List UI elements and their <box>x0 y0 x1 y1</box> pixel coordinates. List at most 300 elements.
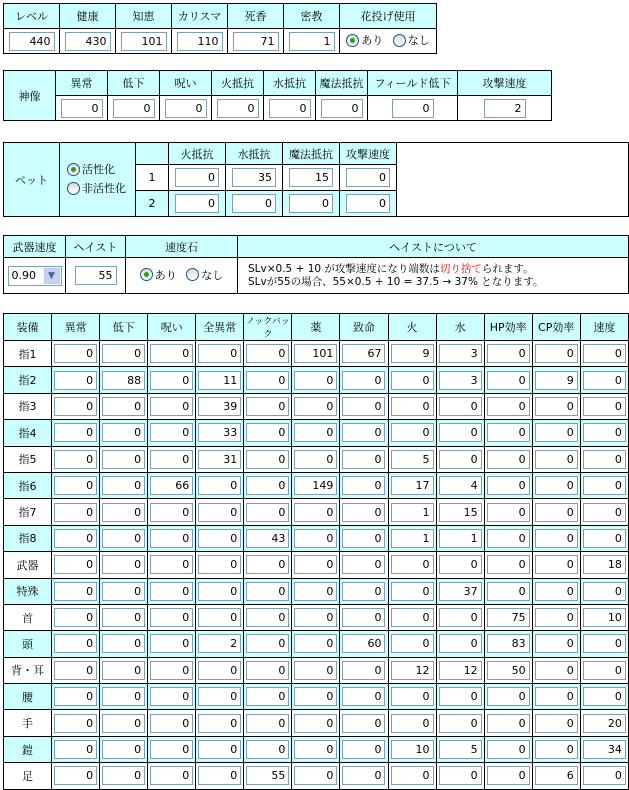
equip-slot-label: 指2 <box>4 367 52 393</box>
table-row <box>4 604 629 630</box>
equip-curse-input[interactable]: 0 <box>150 397 193 416</box>
equip-critical-input[interactable]: 0 <box>342 476 385 495</box>
equip-decrease-input[interactable]: 0 <box>102 450 145 469</box>
equip-fire-input[interactable]: 0 <box>391 714 434 733</box>
equip-knockback-input[interactable]: 0 <box>246 634 289 653</box>
statue-header-attack-speed: 攻撃速度 <box>458 71 552 96</box>
equip-hp-efficiency-input[interactable]: 0 <box>487 503 530 522</box>
equip-potion-input[interactable]: 0 <box>294 714 337 733</box>
equip-knockback-input[interactable]: 0 <box>246 371 289 390</box>
equip-water-input[interactable]: 0 <box>439 608 482 627</box>
equip-fire-input[interactable]: 0 <box>391 634 434 653</box>
equip-speed-input[interactable]: 20 <box>583 714 626 733</box>
pet1-attack-speed-input[interactable]: 0 <box>346 168 390 187</box>
equip-critical-input[interactable]: 0 <box>342 740 385 759</box>
equip-header-critical: 致命 <box>340 314 388 341</box>
radio-unchecked-icon <box>67 182 80 195</box>
statue-decrease-input[interactable]: 0 <box>113 99 155 118</box>
equip-speed-input[interactable]: 0 <box>583 634 626 653</box>
equip-speed-input[interactable]: 0 <box>583 661 626 680</box>
equip-all-ailment-input[interactable]: 0 <box>198 503 241 522</box>
equip-all-ailment-input[interactable]: 0 <box>198 529 241 548</box>
statue-table <box>3 70 552 121</box>
table-row <box>4 578 629 604</box>
equip-fire-input[interactable]: 17 <box>391 476 434 495</box>
pet-header-fire-res: 火抵抗 <box>169 143 226 165</box>
header-level: レベル <box>4 4 60 29</box>
equip-all-ailment-input[interactable]: 11 <box>198 371 241 390</box>
equip-speed-input[interactable]: 10 <box>583 608 626 627</box>
pet-header-magic-res: 魔法抵抗 <box>283 143 340 165</box>
equip-slot-label: 武器 <box>4 552 52 578</box>
equip-water-input[interactable]: 0 <box>439 634 482 653</box>
equip-hp-efficiency-input[interactable]: 0 <box>487 344 530 363</box>
equip-knockback-input[interactable]: 0 <box>246 687 289 706</box>
equip-curse-input[interactable]: 0 <box>150 371 193 390</box>
equip-ailment-input[interactable]: 0 <box>54 661 97 680</box>
equip-water-input[interactable]: 5 <box>439 740 482 759</box>
equip-curse-input[interactable]: 66 <box>150 476 193 495</box>
equip-water-input[interactable]: 3 <box>439 371 482 390</box>
speed-stone-no-radio[interactable]: なし <box>186 267 223 283</box>
equip-all-ailment-input[interactable]: 39 <box>198 397 241 416</box>
equip-header-potion: 薬 <box>292 314 340 341</box>
equip-curse-input[interactable]: 0 <box>150 344 193 363</box>
table-row <box>4 552 629 578</box>
table-row <box>4 657 629 683</box>
pet2-fire-res-input[interactable]: 0 <box>175 194 219 213</box>
death-scent-input[interactable]: 71 <box>233 32 279 51</box>
equip-critical-input[interactable]: 0 <box>342 423 385 442</box>
pet1-magic-res-input[interactable]: 15 <box>289 168 333 187</box>
equip-hp-efficiency-input[interactable]: 0 <box>487 529 530 548</box>
equip-water-input[interactable]: 0 <box>439 397 482 416</box>
equip-speed-input[interactable]: 0 <box>583 529 626 548</box>
equip-ailment-input[interactable]: 0 <box>54 714 97 733</box>
equip-water-input[interactable]: 12 <box>439 661 482 680</box>
equip-all-ailment-input[interactable]: 0 <box>198 687 241 706</box>
equip-all-ailment-input[interactable]: 0 <box>198 608 241 627</box>
equip-cp-efficiency-input[interactable]: 0 <box>535 503 578 522</box>
equip-decrease-input[interactable]: 0 <box>102 397 145 416</box>
equip-fire-input[interactable]: 5 <box>391 450 434 469</box>
equip-ailment-input[interactable]: 0 <box>54 344 97 363</box>
equip-slot-label: 指6 <box>4 472 52 498</box>
health-input[interactable]: 430 <box>65 32 111 51</box>
equip-speed-input[interactable]: 0 <box>583 344 626 363</box>
equip-all-ailment-input[interactable]: 0 <box>198 582 241 601</box>
equip-slot-label: 指3 <box>4 393 52 419</box>
equip-critical-input[interactable]: 0 <box>342 555 385 574</box>
equip-water-input[interactable]: 0 <box>439 714 482 733</box>
equip-potion-input[interactable]: 0 <box>294 766 337 785</box>
pet2-magic-res-input[interactable]: 0 <box>289 194 333 213</box>
equip-header-decrease: 低下 <box>100 314 148 341</box>
equip-water-input[interactable]: 3 <box>439 344 482 363</box>
equip-fire-input[interactable]: 0 <box>391 582 434 601</box>
equip-ailment-input[interactable]: 0 <box>54 582 97 601</box>
equip-hp-efficiency-input[interactable]: 0 <box>487 714 530 733</box>
equip-water-input[interactable]: 0 <box>439 555 482 574</box>
equip-ailment-input[interactable]: 0 <box>54 423 97 442</box>
equip-slot-label: 手 <box>4 710 52 736</box>
equip-curse-input[interactable]: 0 <box>150 423 193 442</box>
pet-inactive-radio[interactable]: 非活性化 <box>67 180 126 196</box>
equip-cp-efficiency-input[interactable]: 0 <box>535 450 578 469</box>
equip-water-input[interactable]: 0 <box>439 423 482 442</box>
equip-curse-input[interactable]: 0 <box>150 529 193 548</box>
equip-ailment-input[interactable]: 0 <box>54 555 97 574</box>
equip-potion-input[interactable]: 0 <box>294 529 337 548</box>
flower-yes-radio[interactable]: あり <box>346 32 383 48</box>
equip-potion-input[interactable]: 0 <box>294 371 337 390</box>
weapon-speed-select[interactable]: 0.90 ▼ <box>8 266 62 286</box>
pet2-attack-speed-input[interactable]: 0 <box>346 194 390 213</box>
equip-critical-input[interactable]: 0 <box>342 766 385 785</box>
equip-slot-label: 背・耳 <box>4 657 52 683</box>
equip-decrease-input[interactable]: 88 <box>102 371 145 390</box>
statue-header-field-decrease: フィールド低下 <box>368 71 458 96</box>
equip-fire-input[interactable]: 0 <box>391 397 434 416</box>
equip-decrease-input[interactable]: 0 <box>102 714 145 733</box>
statue-magic-res-input[interactable]: 0 <box>321 99 363 118</box>
equip-all-ailment-input[interactable]: 0 <box>198 714 241 733</box>
equip-ailment-input[interactable]: 0 <box>54 503 97 522</box>
table-row <box>4 631 629 657</box>
equip-header-cp-efficiency: CP効率 <box>532 314 580 341</box>
equip-fire-input[interactable]: 0 <box>391 555 434 574</box>
equip-curse-input[interactable]: 0 <box>150 714 193 733</box>
equip-water-input[interactable]: 0 <box>439 687 482 706</box>
equip-critical-input[interactable]: 0 <box>342 582 385 601</box>
equip-fire-input[interactable]: 1 <box>391 529 434 548</box>
equip-decrease-input[interactable]: 0 <box>102 634 145 653</box>
equip-water-input[interactable]: 1 <box>439 529 482 548</box>
equip-potion-input[interactable]: 0 <box>294 555 337 574</box>
equip-curse-input[interactable]: 0 <box>150 634 193 653</box>
equip-header-fire: 火 <box>388 314 436 341</box>
equip-all-ailment-input[interactable]: 31 <box>198 450 241 469</box>
equip-slot-label: 指7 <box>4 499 52 525</box>
equip-all-ailment-input[interactable]: 0 <box>198 555 241 574</box>
equip-knockback-input[interactable]: 0 <box>246 397 289 416</box>
statue-header-curse: 呪い <box>160 71 212 96</box>
equip-potion-input[interactable]: 101 <box>294 344 337 363</box>
charisma-input[interactable]: 110 <box>177 32 223 51</box>
equip-hp-efficiency-input[interactable]: 0 <box>487 555 530 574</box>
equip-ailment-input[interactable]: 0 <box>54 371 97 390</box>
equip-critical-input[interactable]: 60 <box>342 634 385 653</box>
equip-ailment-input[interactable]: 0 <box>54 766 97 785</box>
equip-curse-input[interactable]: 0 <box>150 740 193 759</box>
statue-header-magic-res: 魔法抵抗 <box>316 71 368 96</box>
equip-critical-input[interactable]: 0 <box>342 529 385 548</box>
equip-critical-input[interactable]: 0 <box>342 608 385 627</box>
equip-header-curse: 呪い <box>148 314 196 341</box>
equip-cp-efficiency-input[interactable]: 0 <box>535 634 578 653</box>
pet-header-water-res: 水抵抗 <box>226 143 283 165</box>
equip-all-ailment-input[interactable]: 33 <box>198 423 241 442</box>
equip-ailment-input[interactable]: 0 <box>54 529 97 548</box>
equip-speed-input[interactable]: 0 <box>583 423 626 442</box>
statue-curse-input[interactable]: 0 <box>165 99 207 118</box>
equip-knockback-input[interactable]: 0 <box>246 423 289 442</box>
equip-fire-input[interactable]: 12 <box>391 661 434 680</box>
pet-row-2-id: 2 <box>136 191 169 217</box>
equip-speed-input[interactable]: 0 <box>583 687 626 706</box>
equip-decrease-input[interactable]: 0 <box>102 740 145 759</box>
equip-curse-input[interactable]: 0 <box>150 608 193 627</box>
equip-decrease-input[interactable]: 0 <box>102 529 145 548</box>
equip-all-ailment-input[interactable]: 0 <box>198 740 241 759</box>
equip-header-speed: 速度 <box>580 314 628 341</box>
equip-hp-efficiency-input[interactable]: 0 <box>487 397 530 416</box>
equip-knockback-input[interactable]: 0 <box>246 608 289 627</box>
equip-curse-input[interactable]: 0 <box>150 503 193 522</box>
equip-decrease-input[interactable]: 0 <box>102 476 145 495</box>
equip-speed-input[interactable]: 0 <box>583 766 626 785</box>
table-row <box>4 341 629 367</box>
equip-decrease-input[interactable]: 0 <box>102 503 145 522</box>
table-row <box>4 367 629 393</box>
equip-knockback-input[interactable]: 0 <box>246 582 289 601</box>
equip-speed-input[interactable]: 0 <box>583 371 626 390</box>
equip-speed-input[interactable]: 0 <box>583 450 626 469</box>
equip-cp-efficiency-input[interactable]: 0 <box>535 740 578 759</box>
equip-potion-input[interactable]: 0 <box>294 634 337 653</box>
equip-header-ailment: 異常 <box>52 314 100 341</box>
equip-ailment-input[interactable]: 0 <box>54 397 97 416</box>
equip-fire-input[interactable]: 1 <box>391 503 434 522</box>
table-row <box>4 499 629 525</box>
equip-all-ailment-input[interactable]: 0 <box>198 476 241 495</box>
equip-speed-input[interactable]: 0 <box>583 582 626 601</box>
statue-attack-speed-input[interactable]: 2 <box>484 99 526 118</box>
truncate-highlight: 切り捨て <box>439 262 482 275</box>
equip-hp-efficiency-input[interactable]: 0 <box>487 582 530 601</box>
table-row <box>4 393 629 419</box>
equip-critical-input[interactable]: 0 <box>342 687 385 706</box>
equip-fire-input[interactable]: 9 <box>391 344 434 363</box>
header-esoteric: 密教 <box>284 4 340 29</box>
equip-ailment-input[interactable]: 0 <box>54 687 97 706</box>
equip-water-input[interactable]: 15 <box>439 503 482 522</box>
header-charisma: カリスマ <box>172 4 228 29</box>
equip-cp-efficiency-input[interactable]: 9 <box>535 371 578 390</box>
esoteric-input[interactable]: 1 <box>289 32 335 51</box>
equip-ailment-input[interactable]: 0 <box>54 608 97 627</box>
equip-ailment-input[interactable]: 0 <box>54 450 97 469</box>
equip-slot-label: 指1 <box>4 341 52 367</box>
equip-potion-input[interactable]: 0 <box>294 608 337 627</box>
equip-knockback-input[interactable]: 0 <box>246 661 289 680</box>
equip-all-ailment-input[interactable]: 0 <box>198 766 241 785</box>
equip-slot-label: 首 <box>4 604 52 630</box>
radio-checked-icon <box>67 163 80 176</box>
pet2-water-res-input[interactable]: 0 <box>232 194 276 213</box>
equip-ailment-input[interactable]: 0 <box>54 476 97 495</box>
equip-decrease-input[interactable]: 0 <box>102 582 145 601</box>
equip-cp-efficiency-input[interactable]: 0 <box>535 687 578 706</box>
level-input[interactable]: 440 <box>9 32 55 51</box>
table-row <box>4 420 629 446</box>
table-row <box>4 763 629 789</box>
equip-fire-input[interactable]: 10 <box>391 740 434 759</box>
equip-knockback-input[interactable]: 0 <box>246 476 289 495</box>
equip-potion-input[interactable]: 0 <box>294 582 337 601</box>
equip-speed-input[interactable]: 34 <box>583 740 626 759</box>
equip-fire-input[interactable]: 0 <box>391 423 434 442</box>
flower-no-radio[interactable]: なし <box>393 32 430 48</box>
header-speed-stone: 速度石 <box>126 236 238 258</box>
equip-water-input[interactable]: 0 <box>439 766 482 785</box>
equip-decrease-input[interactable]: 0 <box>102 344 145 363</box>
equip-critical-input[interactable]: 67 <box>342 344 385 363</box>
equip-slot-label: 腰 <box>4 684 52 710</box>
equip-speed-input[interactable]: 0 <box>583 476 626 495</box>
equip-cp-efficiency-input[interactable]: 0 <box>535 555 578 574</box>
statue-water-res-input[interactable]: 0 <box>269 99 311 118</box>
equip-ailment-input[interactable]: 0 <box>54 634 97 653</box>
table-row <box>4 710 629 736</box>
table-row <box>4 525 629 551</box>
equip-curse-input[interactable]: 0 <box>150 555 193 574</box>
equip-speed-input[interactable]: 0 <box>583 397 626 416</box>
equip-hp-efficiency-input[interactable]: 83 <box>487 634 530 653</box>
equip-knockback-input[interactable]: 0 <box>246 503 289 522</box>
equip-speed-input[interactable]: 0 <box>583 503 626 522</box>
equip-knockback-input[interactable]: 55 <box>246 766 289 785</box>
stats-table <box>3 3 437 54</box>
equip-header-water: 水 <box>436 314 484 341</box>
equip-knockback-input[interactable]: 0 <box>246 555 289 574</box>
pet1-fire-res-input[interactable]: 0 <box>175 168 219 187</box>
equip-potion-input[interactable]: 0 <box>294 397 337 416</box>
equip-hp-efficiency-input[interactable]: 0 <box>487 687 530 706</box>
equip-hp-efficiency-input[interactable]: 50 <box>487 661 530 680</box>
statue-label: 神像 <box>4 71 56 121</box>
equip-potion-input[interactable]: 0 <box>294 450 337 469</box>
equip-cp-efficiency-input[interactable]: 0 <box>535 661 578 680</box>
equip-decrease-input[interactable]: 0 <box>102 555 145 574</box>
header-health: 健康 <box>60 4 116 29</box>
equip-curse-input[interactable]: 0 <box>150 661 193 680</box>
pet-row-1-id: 1 <box>136 165 169 191</box>
equip-potion-input[interactable]: 149 <box>294 476 337 495</box>
statue-ailment-input[interactable]: 0 <box>61 99 103 118</box>
equip-decrease-input[interactable]: 0 <box>102 608 145 627</box>
equip-knockback-input[interactable]: 0 <box>246 344 289 363</box>
equip-water-input[interactable]: 0 <box>439 450 482 469</box>
equip-hp-efficiency-input[interactable]: 75 <box>487 608 530 627</box>
table-row <box>4 472 629 498</box>
equip-curse-input[interactable]: 0 <box>150 582 193 601</box>
equip-decrease-input[interactable]: 0 <box>102 661 145 680</box>
equip-cp-efficiency-input[interactable]: 0 <box>535 423 578 442</box>
equip-fire-input[interactable]: 0 <box>391 766 434 785</box>
equip-water-input[interactable]: 37 <box>439 582 482 601</box>
equip-hp-efficiency-input[interactable]: 0 <box>487 740 530 759</box>
equip-hp-efficiency-input[interactable]: 0 <box>487 423 530 442</box>
equip-potion-input[interactable]: 0 <box>294 687 337 706</box>
equip-hp-efficiency-input[interactable]: 0 <box>487 476 530 495</box>
equip-slot-label: 指4 <box>4 420 52 446</box>
equip-potion-input[interactable]: 0 <box>294 423 337 442</box>
haste-note: SLv×0.5 + 10 が攻撃速度になり端数は切り捨てられます。 SLvが55の場合、55×0.5 + 10 = 37.5 → 37% となります。 <box>238 258 629 294</box>
equip-critical-input[interactable]: 0 <box>342 371 385 390</box>
equip-header-knockback: ノックバック <box>244 314 292 341</box>
equip-decrease-input[interactable]: 0 <box>102 687 145 706</box>
equip-curse-input[interactable]: 0 <box>150 450 193 469</box>
equip-curse-input[interactable]: 0 <box>150 766 193 785</box>
equip-potion-input[interactable]: 0 <box>294 661 337 680</box>
equip-potion-input[interactable]: 0 <box>294 503 337 522</box>
equip-slot-label: 頭 <box>4 631 52 657</box>
equip-decrease-input[interactable]: 0 <box>102 766 145 785</box>
statue-header-decrease: 低下 <box>108 71 160 96</box>
equip-hp-efficiency-input[interactable]: 0 <box>487 766 530 785</box>
equip-speed-input[interactable]: 18 <box>583 555 626 574</box>
equip-ailment-input[interactable]: 0 <box>54 740 97 759</box>
equip-header-hp-efficiency: HP効率 <box>484 314 532 341</box>
equip-cp-efficiency-input[interactable]: 0 <box>535 714 578 733</box>
equip-potion-input[interactable]: 0 <box>294 740 337 759</box>
pet-active-radio[interactable]: 活性化 <box>67 161 115 177</box>
table-row <box>4 736 629 762</box>
equip-knockback-input[interactable]: 43 <box>246 529 289 548</box>
pet1-water-res-input[interactable]: 35 <box>232 168 276 187</box>
wisdom-input[interactable]: 101 <box>121 32 167 51</box>
haste-input[interactable]: 55 <box>75 266 117 285</box>
equip-cp-efficiency-input[interactable]: 6 <box>535 766 578 785</box>
equip-all-ailment-input[interactable]: 2 <box>198 634 241 653</box>
equip-water-input[interactable]: 4 <box>439 476 482 495</box>
equip-decrease-input[interactable]: 0 <box>102 423 145 442</box>
equip-hp-efficiency-input[interactable]: 0 <box>487 371 530 390</box>
equip-all-ailment-input[interactable]: 0 <box>198 661 241 680</box>
equip-knockback-input[interactable]: 0 <box>246 714 289 733</box>
equip-critical-input[interactable]: 0 <box>342 714 385 733</box>
equip-fire-input[interactable]: 0 <box>391 687 434 706</box>
equip-cp-efficiency-input[interactable]: 0 <box>535 476 578 495</box>
speed-stone-yes-radio[interactable]: あり <box>140 267 177 283</box>
equip-fire-input[interactable]: 0 <box>391 608 434 627</box>
equip-cp-efficiency-input[interactable]: 0 <box>535 344 578 363</box>
equip-slot-label: 鎧 <box>4 736 52 762</box>
table-row <box>4 684 629 710</box>
header-wisdom: 知恵 <box>116 4 172 29</box>
equip-cp-efficiency-input[interactable]: 0 <box>535 397 578 416</box>
statue-field-decrease-input[interactable]: 0 <box>392 99 434 118</box>
equip-critical-input[interactable]: 0 <box>342 397 385 416</box>
equip-curse-input[interactable]: 0 <box>150 687 193 706</box>
equip-all-ailment-input[interactable]: 0 <box>198 344 241 363</box>
equip-hp-efficiency-input[interactable]: 0 <box>487 450 530 469</box>
statue-fire-res-input[interactable]: 0 <box>217 99 259 118</box>
equip-knockback-input[interactable]: 0 <box>246 450 289 469</box>
equip-critical-input[interactable]: 0 <box>342 661 385 680</box>
equip-cp-efficiency-input[interactable]: 0 <box>535 608 578 627</box>
equip-fire-input[interactable]: 0 <box>391 371 434 390</box>
equip-slot-label: 特殊 <box>4 578 52 604</box>
equip-cp-efficiency-input[interactable]: 0 <box>535 582 578 601</box>
table-row <box>4 446 629 472</box>
equip-critical-input[interactable]: 0 <box>342 450 385 469</box>
equip-cp-efficiency-input[interactable]: 0 <box>535 529 578 548</box>
equip-knockback-input[interactable]: 0 <box>246 740 289 759</box>
equipment-table <box>3 313 629 790</box>
equip-critical-input[interactable]: 0 <box>342 503 385 522</box>
